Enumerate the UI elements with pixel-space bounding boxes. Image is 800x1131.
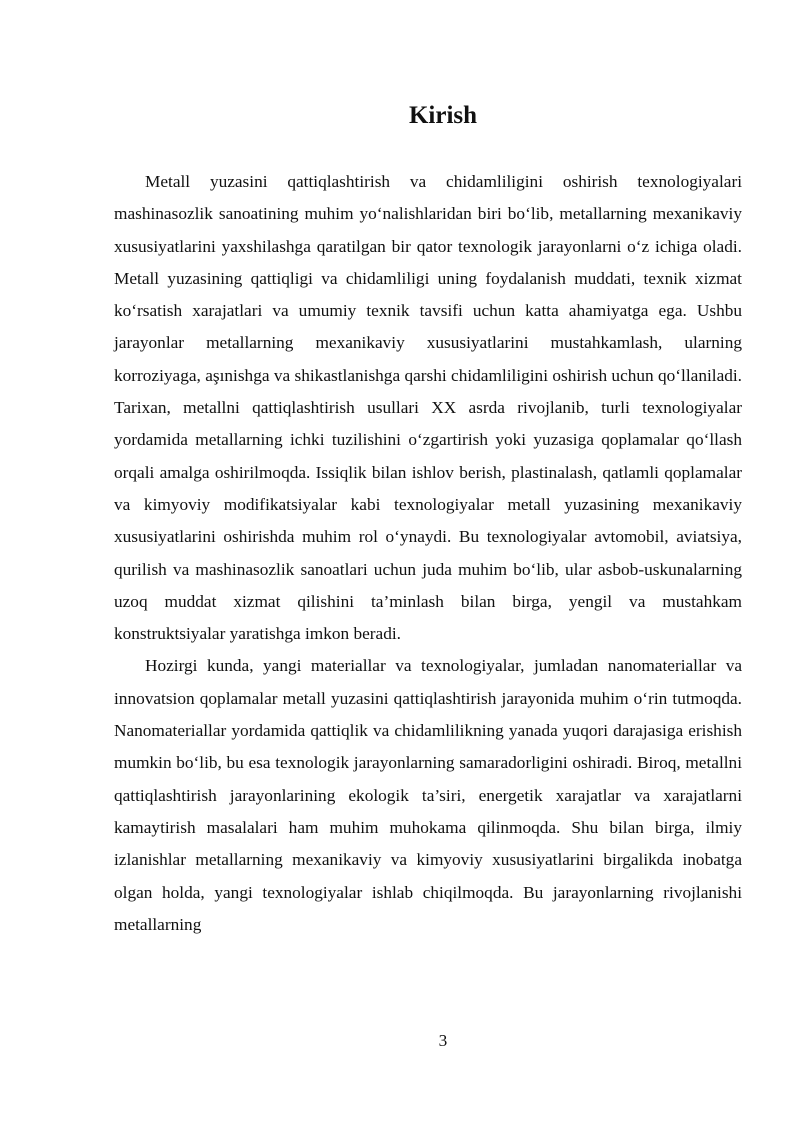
paragraph-1: Metall yuzasini qattiqlashtirish va chidamliligini oshirish texnologiyalari mashinasozlik sanoatining muhim yo‘nalishlaridan biri bo‘lib, metallarning mexanikaviy xususiyatlarini yaxshilashga qaratilgan bir qator texnologik jarayonlarni o‘z ichiga oladi. Metall yuzasining qattiqligi va chidamliligi uning foydalanish muddati, texnik xizmat ko‘rsatish xarajatlari va umumiy texnik tavsifi uchun katta ahamiyatga ega. Ushbu jarayonlar metallarning mexanikaviy xususiyatlarini mustahkamlash, ularning korroziyaga, aşınishga va shikastlanishga qarshi chidamliligini oshirish uchun qo‘llaniladi. Tarixan, metallni qattiqlashtirish usullari XX asrda rivojlanib, turli texnologiyalar yordamida metallarning ichki tuzilishini o‘zgartirish yoki yuzasiga qoplamalar qo‘llash orqali amalga oshirilmoqda. Issiqlik bilan ishlov berish, plastinalash, qatlamli qoplamalar va kimyoviy modifikatsiyalar kabi texnologiyalar metall yuzasining mexanikaviy xususiyatlarini oshirishda muhim rol o‘ynaydi. Bu texnologiyalar avtomobil, aviatsiya, qurilish va mashinasozlik sanoatlari uchun juda muhim bo‘lib, ular asbob-uskunalarning uzoq muddat xizmat qilishini ta’minlash bilan birga, yengil va mustahkam konstruktsiyalar yaratishga imkon beradi. xyxy=(114,172,742,644)
body-text xyxy=(114,166,742,941)
page-number: 3 xyxy=(438,1031,448,1050)
paragraph-2: Hozirgi kunda, yangi materiallar va texnologiyalar, jumladan nanomateriallar va innovatsion qoplamalar metall yuzasini qattiqlashtirish jarayonida muhim o‘rin tutmoqda. Nanomateriallar yordamida qattiqlik va chidamlilikning yanada yuqori darajasiga erishish mumkin bo‘lib, bu esa texnologik jarayonlarning samaradorligini oshiradi. Biroq, metallni qattiqlashtirish jarayonlarining ekologik ta’siri, energetik xarajatlar va xarajatlarni kamaytirish masalalari ham muhim muhokama qilinmoqda. Shu bilan birga, ilmiy izlanishlar metallarning mexanikaviy va kimyoviy xususiyatlarini birgalikda inobatga olgan holda, yangi texnologiyalar ishlab chiqilmoqda. Bu jarayonlarning rivojlanishi metallarning xyxy=(114,656,742,934)
page-title: Kirish xyxy=(408,102,478,129)
